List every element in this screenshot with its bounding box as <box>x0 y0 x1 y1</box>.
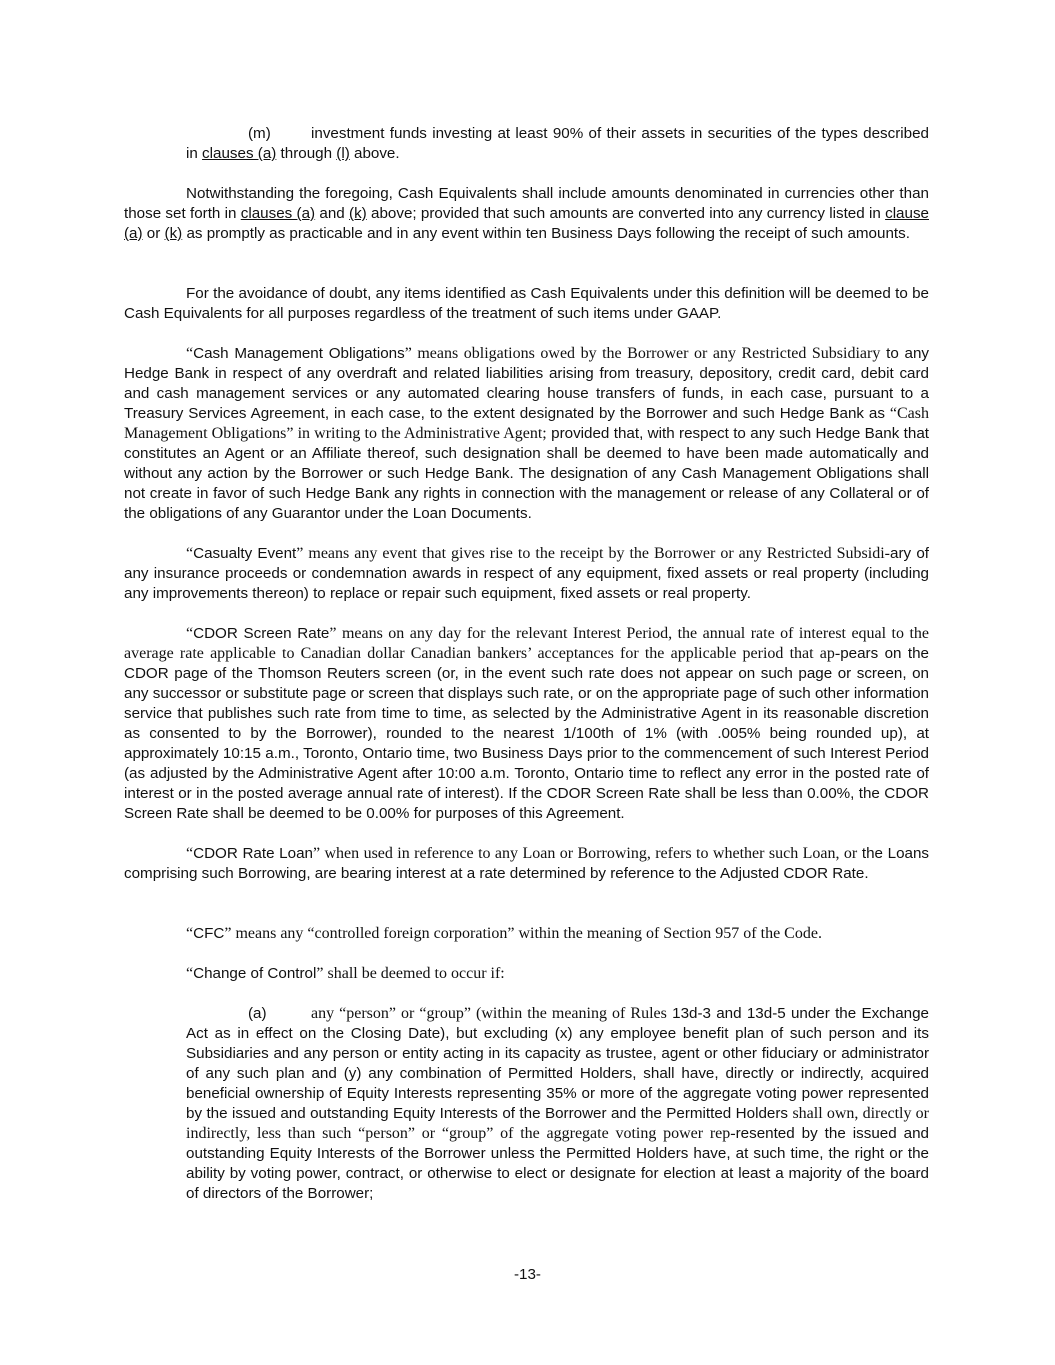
defined-term: Change of Control <box>193 965 317 982</box>
clause-label: (m) <box>248 125 271 142</box>
definition-cash-management-obligations: “Cash Management Obligations” means obligations owed by the Borrower or any Restricted Subsidiary to any Hedge Bank in respect of any overdraft and related liabilities arising from treasury, depository, credit card, debit card and cash management services or any automated clearing house transfers of funds, in each case, pursuant to a Treasury Services Agreement, in each case, to the extent designated by the Borrower and such Hedge Bank as “Cash Management Obligations” in writing to the Administrative Agent; provided that, with respect to any such Hedge Bank that constitutes an Agent or an Affiliate thereof, such designation shall be deemed to have been made automatically and without any action by the Borrower or such Hedge Bank. The designation of any Cash Management Obligations shall not create in favor of such Hedge Bank any rights in connection with the management or release of any Collateral or of the obligations of any Guarantor under the Loan Documents. <box>124 345 930 522</box>
cross-reference: clauses (a) <box>240 205 316 222</box>
defined-term: CFC <box>193 925 225 942</box>
definition-cdor-screen-rate: “CDOR Screen Rate” means on any day for the relevant Interest Period, the annual rate of interest equal to the average rate applicable to Canadian dollar Canadian bankers’ acceptances for the applicable period that ap-pears on the CDOR page of the Thomson Reuters screen (or, in the event such rate does not appear on such page or screen, on any successor or substitute page or screen that displays such rate, or on the appropriate page of such other information service that publishes such rate from time to time, as selected by the Administrative Agent in its reasonable discretion as consented to by the Borrower), rounded to the nearest 1/100th of 1% (with .005% being rounded up), at approximately 10:15 a.m., Toronto, Ontario time, two Business Days prior to the commencement of such Interest Period (as adjusted by the Administrative Agent after 10:00 a.m. Toronto, Ontario time to reflect any error in the posted rate of interest or in the posted average annual rate of interest). If the CDOR Screen Rate shall be less than 0.00%, the CDOR Screen Rate shall be deemed to be 0.00% for purposes of this Agreement. <box>124 625 930 822</box>
definition-cfc: “CFC” means any “controlled foreign corporation” within the meaning of Section 957 of the Code. <box>186 925 822 942</box>
clause-m: (m) investment funds investing at least 90% of their assets in securities of the types described in clauses (a) through (l) above. <box>186 125 929 162</box>
definition-change-of-control: “Change of Control” shall be deemed to occur if: <box>186 965 505 982</box>
defined-term: Casualty Event <box>193 545 297 562</box>
clause-label: (a) <box>248 1005 267 1022</box>
cross-reference: (k) <box>164 225 183 242</box>
cross-reference: (k) <box>349 205 367 222</box>
definition-casualty-event: “Casualty Event” means any event that gives rise to the receipt by the Borrower or any Restricted Subsidi-ary of any insurance proceeds or condemnation awards in respect of any equipment, fixed assets or real property (including any improvements thereon) to replace or repair such equipment, fixed assets or real property. <box>124 545 929 602</box>
definition-cdor-rate-loan: “CDOR Rate Loan” when used in reference to any Loan or Borrowing, refers to whether such Loan, or the Loans comprising such Borrowing, are bearing interest at a rate determined by reference to the Adjusted CDOR Rate. <box>124 845 929 882</box>
change-of-control-clause-a: (a) any “person” or “group” (within the meaning of Rules 13d-3 and 13d-5 under the Exchange Act as in effect on the Closing Date), but excluding (x) any employee benefit plan of such person and its Subsidiaries and any person or entity acting in its capacity as trustee, agent or other fiduciary or administrator of any such plan and (y) any combination of Permitted Holders, shall have, directly or indirectly, acquired beneficial ownership of Equity Interests representing 35% or more of the aggregate voting power represented by the issued and outstanding Equity Interests of the Borrower and the Permitted Holders shall own, directly or indirectly, less than such “person” or “group” of the aggregate voting power rep-resented by the issued and outstanding Equity Interests of the Borrower unless the Permitted Holders have, at such time, the right or the ability by voting power, contract, or otherwise to elect or designate for election at least a majority of the board of directors of the Borrower; <box>186 1005 930 1202</box>
cross-reference: (l) <box>336 145 350 162</box>
page-number: -13- <box>513 1266 541 1283</box>
cross-reference: clause (a) <box>124 205 929 242</box>
defined-term: Cash Management Obligations <box>193 345 405 362</box>
notwithstanding-paragraph: Notwithstanding the foregoing, Cash Equivalents shall include amounts denominated in currencies other than those set forth in clauses (a) and (k) above; provided that such amounts are converted into any currency listed in clause (a) or (k) as promptly as practicable and in any event within ten Business Days following the receipt of such amounts. <box>124 185 929 242</box>
cross-reference: clauses (a) <box>202 145 277 162</box>
defined-term: CDOR Screen Rate <box>193 625 330 642</box>
defined-term: CDOR Rate Loan <box>193 845 313 862</box>
avoidance-paragraph: For the avoidance of doubt, any items identified as Cash Equivalents under this definition will be deemed to be Cash Equivalents for all purposes regardless of the treatment of such items under GAAP. <box>124 285 929 322</box>
